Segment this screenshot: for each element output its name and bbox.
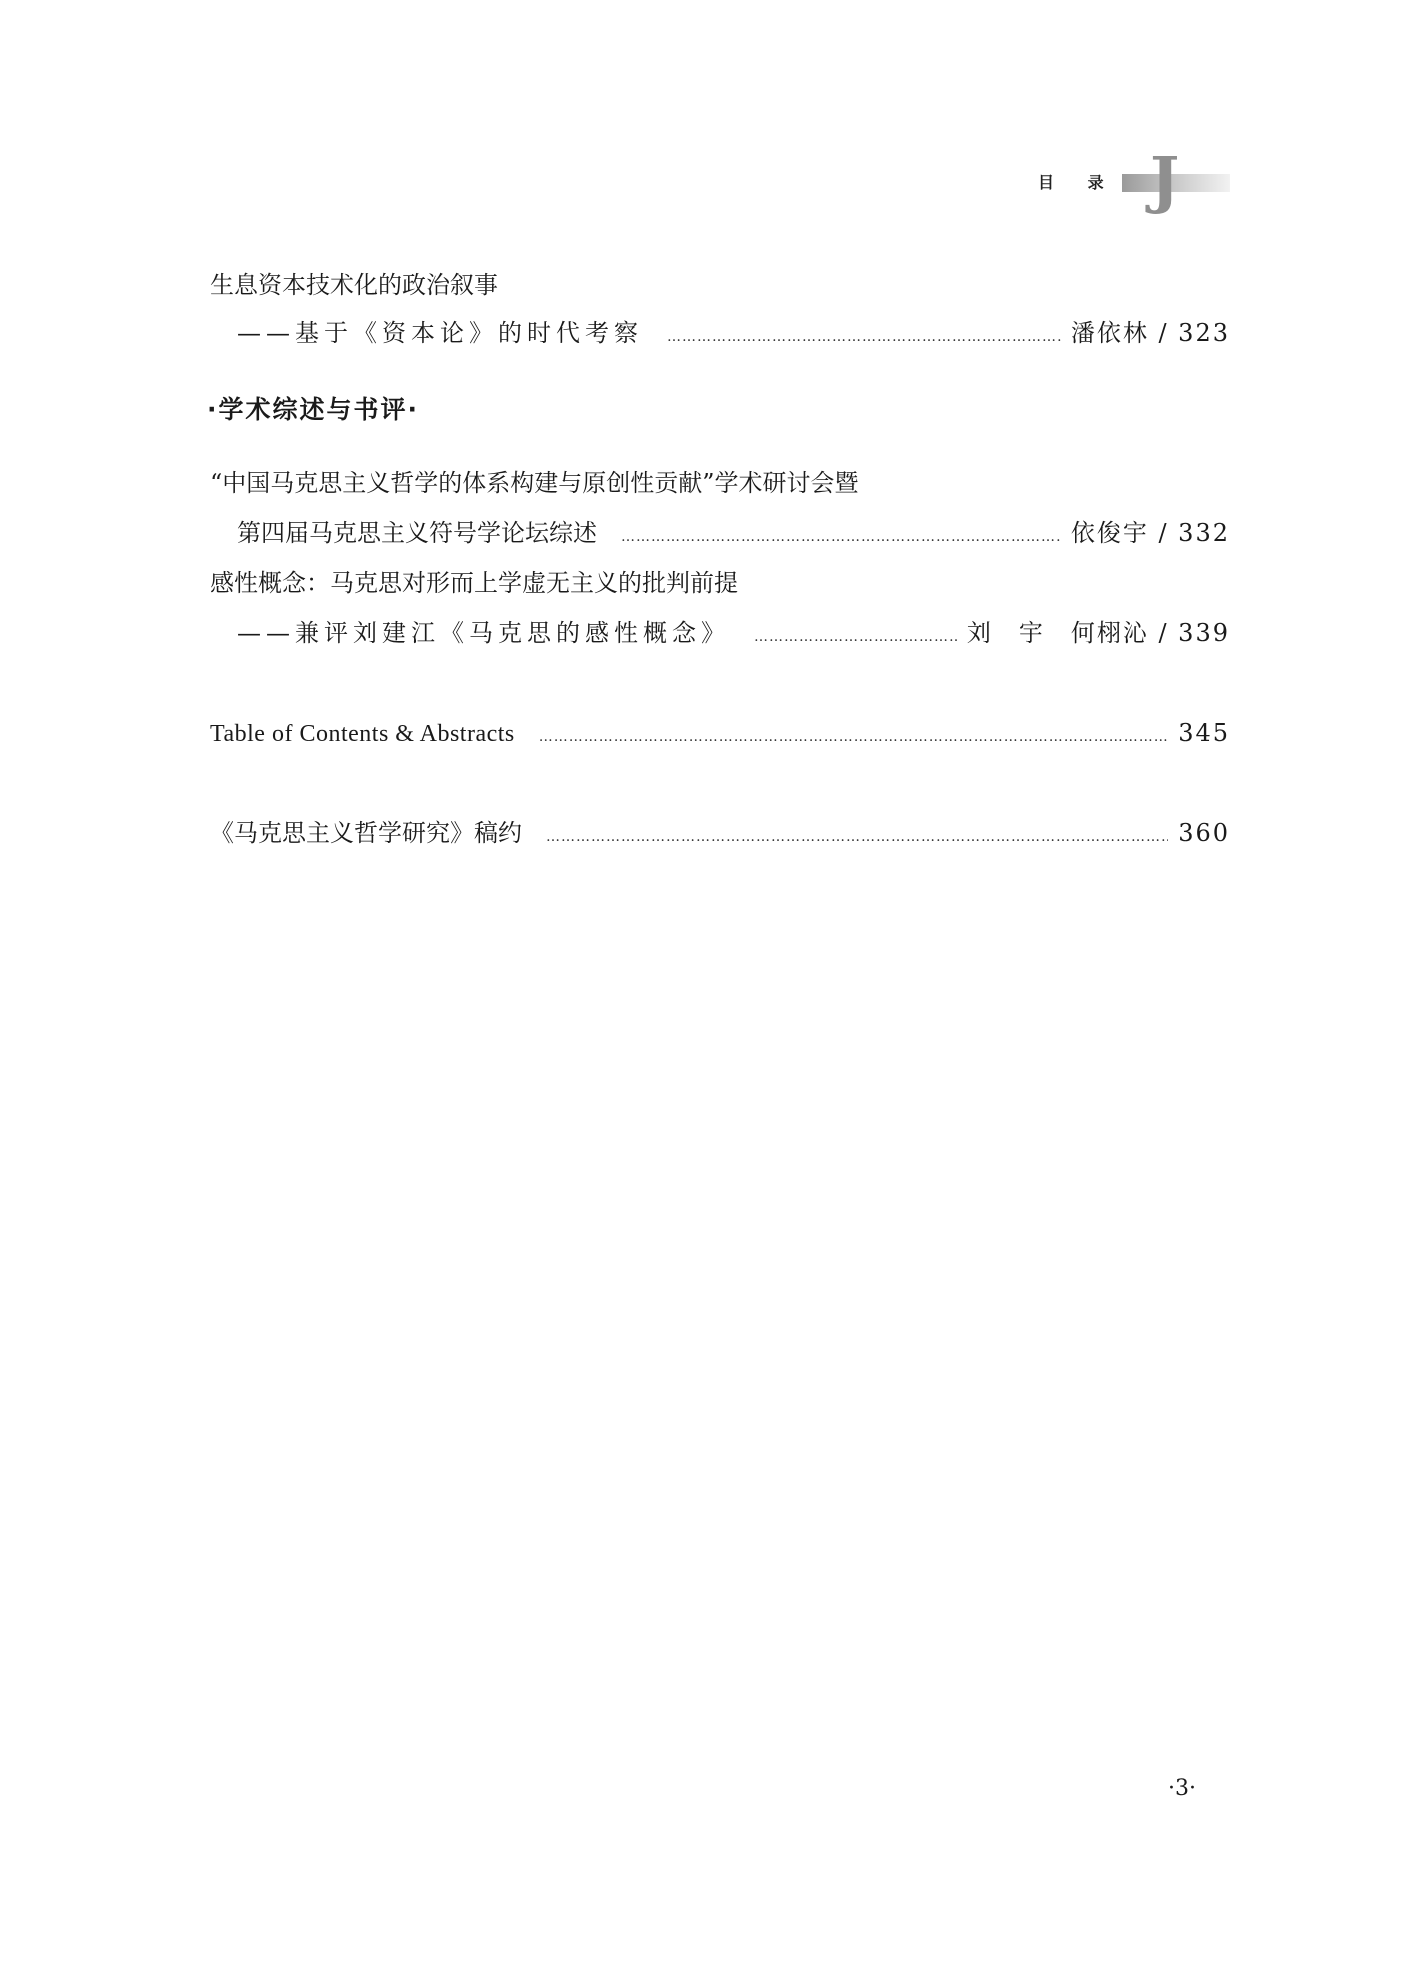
entry-title: 《马克思主义哲学研究》稿约 (210, 819, 522, 847)
section-heading: ·学术综述与书评· (207, 395, 419, 424)
entry-subtitle: 第四届马克思主义符号学论坛综述 (237, 519, 597, 547)
toc-entry-title[interactable] (210, 716, 1230, 750)
entry-author-page: 刘 宇 何栩沁 / 339 (966, 619, 1230, 647)
toc-entry-subtitle[interactable] (210, 616, 1230, 650)
entry-page: 360 (1178, 819, 1230, 847)
entry-title: “中国马克思主义哲学的体系构建与原创性贡献”学术研讨会暨 (210, 469, 859, 497)
toc-entry-subtitle[interactable] (210, 516, 1230, 550)
entry-page: 345 (1178, 719, 1230, 747)
leader-dots (621, 520, 1061, 554)
page-number: ·3· (1168, 1776, 1196, 1801)
entry-title: Table of Contents & Abstracts (210, 721, 515, 747)
toc-entry-title[interactable] (210, 816, 1230, 850)
leader-dots (539, 720, 1168, 754)
entry-subtitle: ——兼评刘建江《马克思的感性概念》 (237, 619, 730, 647)
toc-entry-title[interactable] (210, 268, 1230, 302)
toc-entry-subtitle[interactable] (210, 316, 1230, 350)
entry-subtitle: ——基于《资本论》的时代考察 (237, 319, 643, 347)
entry-author-page: 潘依林 / 323 (1070, 319, 1230, 347)
entry-title: 生息资本技术化的政治叙事 (210, 271, 498, 299)
leader-dots (546, 820, 1168, 854)
leader-dots (667, 320, 1061, 354)
header-section-label: 目 录 (1038, 173, 1118, 192)
header-logo-letter: J (1150, 143, 1180, 216)
entry-title: 感性概念：马克思对形而上学虚无主义的批判前提 (210, 569, 738, 597)
toc-entry-title[interactable] (210, 566, 1230, 600)
toc-entry-title[interactable] (210, 466, 1230, 500)
entry-author-page: 依俊宇 / 332 (1070, 519, 1230, 547)
leader-dots (754, 620, 957, 654)
